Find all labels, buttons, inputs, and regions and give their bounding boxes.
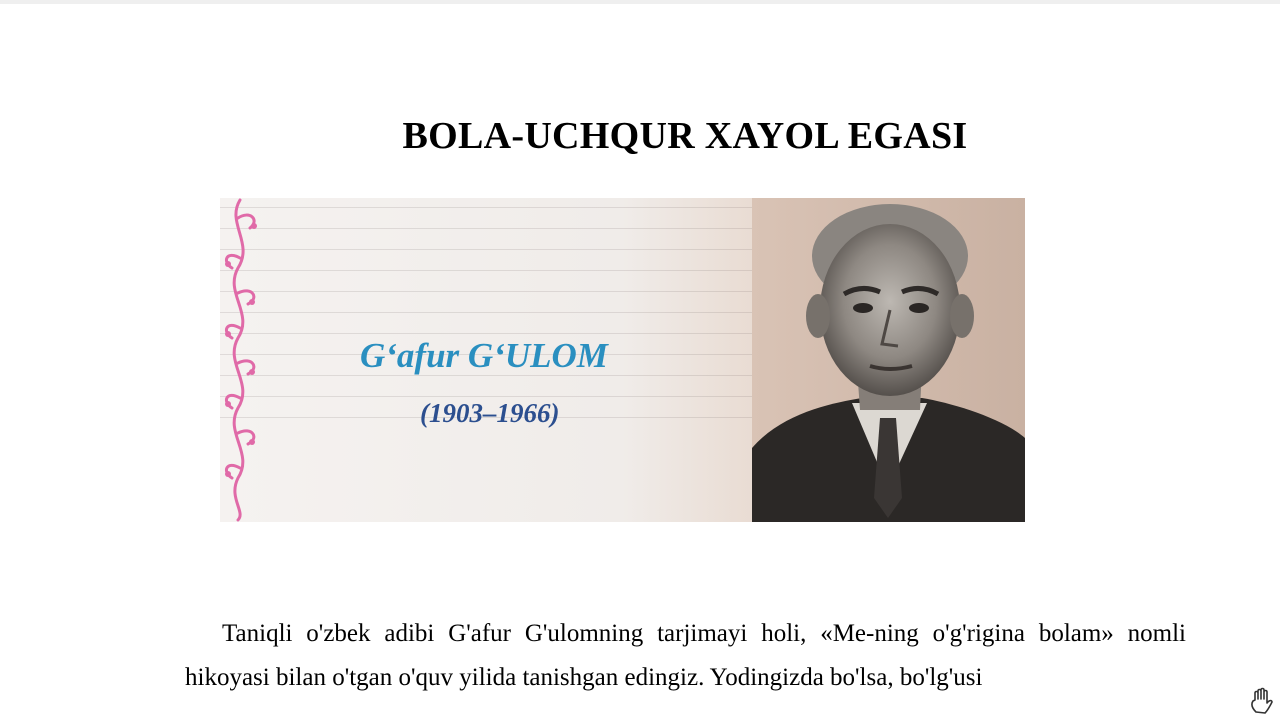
page-title: BOLA-UCHQUR XAYOL EGASI bbox=[402, 115, 968, 157]
author-banner bbox=[220, 198, 1025, 522]
floral-ornament-icon bbox=[220, 198, 266, 522]
intro-paragraph: Taniqli o'zbek adibi G'afur G'ulomning tarjimayi holi, «Me-ning o'g'rigina bolam» nomli hikoyasi bilan o'tgan o'quv yilida tanishgan edingiz. Yodingizda bo'lsa, bo'lg'usi bbox=[185, 620, 1186, 691]
hand-cursor-icon[interactable] bbox=[1248, 686, 1278, 716]
author-portrait bbox=[752, 198, 1025, 522]
top-rule bbox=[0, 0, 1280, 4]
author-years: (1903–1966) bbox=[420, 398, 560, 428]
author-name: G‘afur G‘ULOM bbox=[360, 336, 608, 375]
